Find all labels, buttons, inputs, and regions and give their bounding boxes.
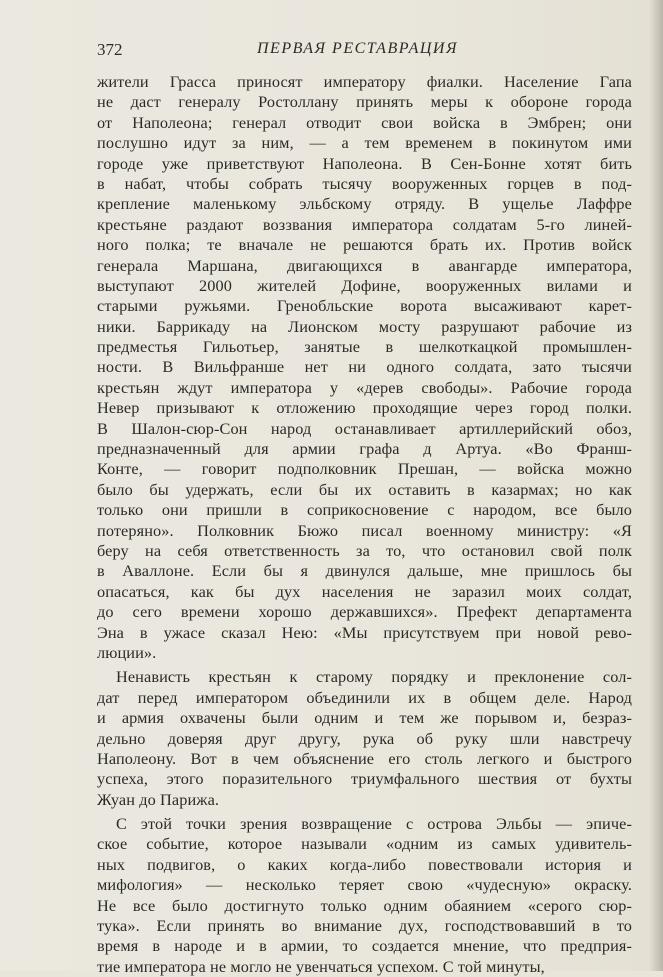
text-line: тие императора не могло не увенчаться успехом. С той минуты, xyxy=(97,956,545,976)
text-line: ности. В Вильфранше нет ни одного солдата, зато тысячи xyxy=(97,357,632,377)
text-line: потеряно». Полковник Бюжо писал военному министру: «Я xyxy=(97,520,632,540)
text-line: Не все было достигнуто только одним обаянием «серого сюр- xyxy=(97,895,632,915)
text-line: В Шалон-сюр-Сон народ останавливает артиллерийский обоз, xyxy=(97,418,632,438)
text-line: городе уже приветствуют Наполеона. В Сен-Бонне хотят бить xyxy=(97,153,632,173)
text-line: в набат, чтобы собрать тысячу вооруженных горцев в под- xyxy=(97,173,632,193)
text-line: дельно доверяя друг другу, рука об руку шли навстречу xyxy=(97,728,632,748)
text-line: от Наполеона; генерал отводит свои войска в Эмбрен; они xyxy=(97,112,632,132)
text-line: ных подвигов, о каких когда-либо повествовали история и xyxy=(97,854,632,874)
text-line: и армия охвачены были одним и тем же порывом и, безраз- xyxy=(97,708,632,728)
text-line: крепление маленькому эльбскому отряду. В ущелье Лаффре xyxy=(97,194,632,214)
text-line: генерала Маршана, двигающихся в авангарде императора, xyxy=(97,255,632,275)
text-line: С этой точки зрения возвращение с острова Эльбы — эпиче- xyxy=(116,814,632,834)
text-line: успеха, этого поразительного триумфального шествия от бухты xyxy=(97,769,632,789)
text-line: не даст генералу Ростоллану принять меры к обороне города xyxy=(97,92,632,112)
text-line: Наполеону. Вот в чем объяснение его столь легкого и быстрого xyxy=(97,748,632,768)
section-title: ПЕРВАЯ РЕСТАВРАЦИЯ xyxy=(257,40,458,57)
page-edge-shadow xyxy=(649,0,663,971)
text-line: люции». xyxy=(97,642,157,662)
text-line: старыми ружьями. Гренобльские ворота высаживают карет- xyxy=(97,296,632,316)
page-number: 372 xyxy=(97,40,123,59)
text-line: ники. Баррикаду на Лионском мосту разрушают рабочие из xyxy=(97,316,632,336)
text-line: тука». Если принять во внимание дух, господствовавший в то xyxy=(97,916,632,936)
text-line: Эна в ужасе сказал Нею: «Мы присутствуем при новой рево- xyxy=(97,622,632,642)
text-line: Жуан до Парижа. xyxy=(97,789,220,809)
text-line: было бы удержать, если бы их оставить в казармах; но как xyxy=(97,479,632,499)
text-line: предместья Гильотьер, занятые в шелкоткацкой промышлен- xyxy=(97,337,632,357)
text-line: Невер призывают к отложению проходящие через город полки. xyxy=(97,398,632,418)
text-line: опасаться, как бы дух населения не заразил моих солдат, xyxy=(97,581,632,601)
text-line: Ненависть крестьян к старому порядку и преклонение сол- xyxy=(116,667,632,687)
text-line: дат перед императором объединили их в общем деле. Народ xyxy=(97,687,632,707)
text-line: в Аваллоне. Если бы я двинулся дальше, мне пришлось бы xyxy=(97,561,632,581)
text-line: Конте, — говорит подполковник Прешан, — войска можно xyxy=(97,459,632,479)
text-line: предназначенный для армии графа д Артуа. «Во Франш- xyxy=(97,439,632,459)
text-line: только они пришли в соприкосновение с народом, все было xyxy=(97,500,632,520)
text-line: время в народе и в армии, то создается мнение, что предприя- xyxy=(97,936,632,956)
text-line: беру на себя ответственность за то, что остановил свой полк xyxy=(97,540,632,560)
text-line: крестьяне раздают воззвания императора солдатам 5-го линей- xyxy=(97,214,632,234)
text-line: ское событие, которое называли «одним из самых удивитель- xyxy=(97,834,632,854)
running-head xyxy=(97,40,630,62)
text-line: мифология» — несколько теряет свою «чудесную» окраску. xyxy=(97,875,632,895)
text-line: послушно идут за ним, — а тем временем в покинутом ими xyxy=(97,133,632,153)
text-line: выступают 2000 жителей Дофине, вооруженных вилами и xyxy=(97,275,632,295)
text-line: крестьян ждут императора у «дерев свободы». Рабочие города xyxy=(97,377,632,397)
paragraph xyxy=(97,814,632,977)
paragraph xyxy=(97,72,632,663)
text-line: до сего времени хорошо державшихся». Префект департамента xyxy=(97,602,632,622)
text-line: жители Грасса приносят императору фиалки. Население Гапа xyxy=(97,72,632,91)
paragraph xyxy=(97,667,632,810)
body-text xyxy=(97,72,632,977)
text-line: ного полка; те вначале не решаются брать их. Против войск xyxy=(97,235,632,255)
